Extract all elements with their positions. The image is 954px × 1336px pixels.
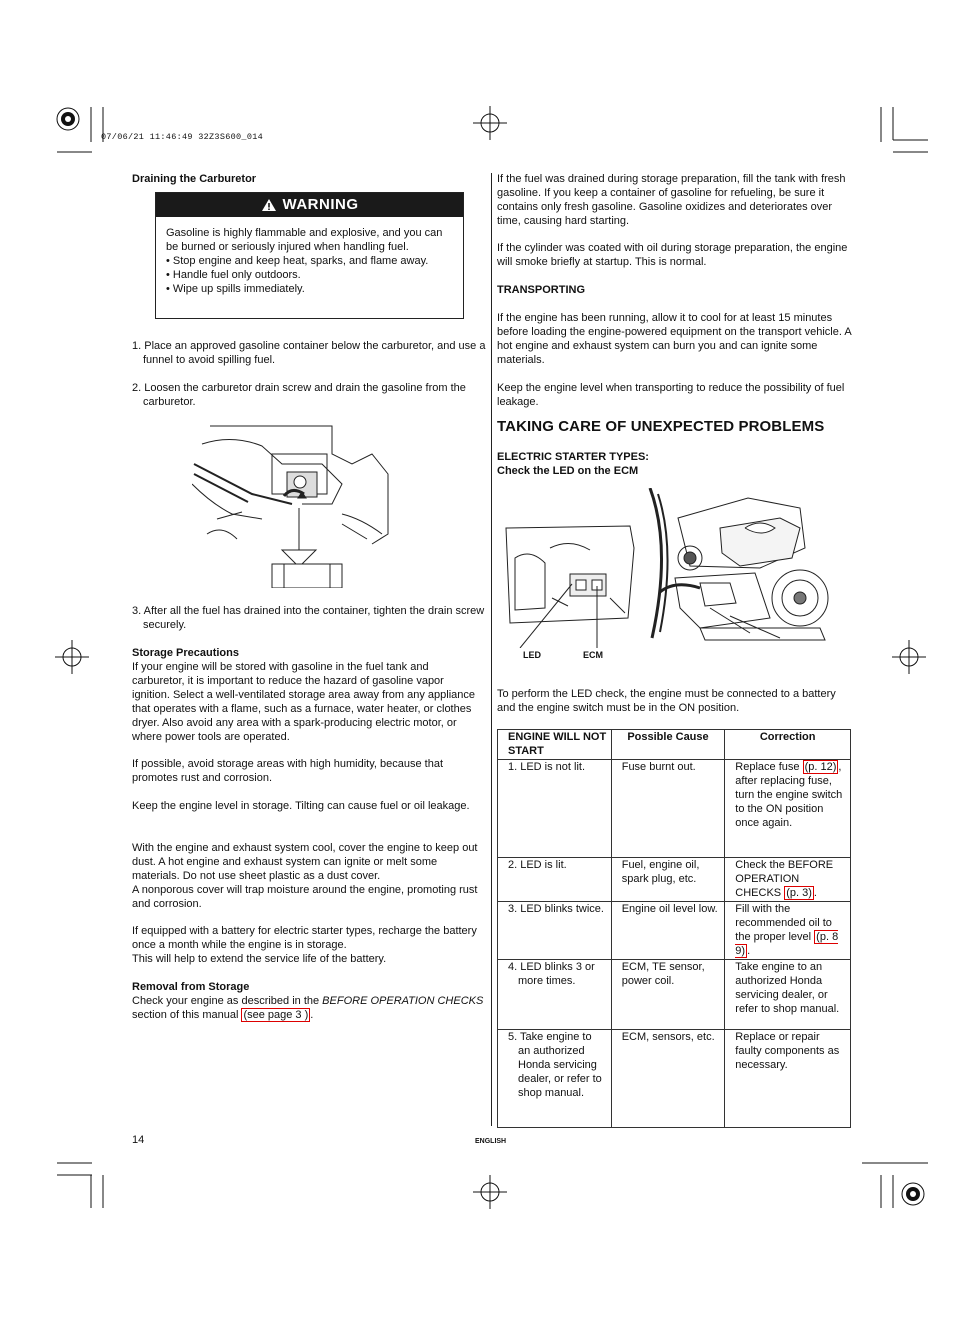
table-row	[498, 960, 851, 1030]
refill-para: If the fuel was drained during storage preparation, fill the tank with fresh gasoline. If you keep a container of gasoline for refueling, be sure it contains only fresh gasoline. Gasoline oxidizes and deteriorates over time, causing hard starting.	[497, 173, 846, 227]
step-1: 1. Place an approved gasoline container below the carburetor, and use a funnel to avoid spilling fuel.	[132, 340, 486, 366]
cause-cell: Fuel, engine oil, spark plug, etc.	[611, 858, 725, 902]
transporting-para: If the engine has been running, allow it to cool for at least 15 minutes before loading the engine-powered equipment on the transport vehicle. A hot engine and exhaust system can burn you and can ignite some materials.	[497, 312, 852, 366]
transporting-heading: TRANSPORTING	[497, 284, 585, 296]
removal-italic: BEFORE OPERATION CHECKS	[322, 995, 484, 1007]
table-header-row	[498, 730, 851, 760]
correction-text: Fill with the recommended oil to the proper level	[735, 903, 832, 943]
led-intro: To perform the LED check, the engine must be connected to a battery and the engine switch must be in the ON position.	[497, 688, 836, 714]
symptom-cell: 5. Take engine to an authorized Honda servicing dealer, or refer to shop manual.	[508, 1031, 602, 1099]
symptom-cell: 3. LED blinks twice.	[508, 903, 604, 915]
cause-cell: ECM, sensors, etc.	[611, 1030, 725, 1128]
table-row	[498, 1030, 851, 1128]
warning-bullet: • Handle fuel only outdoors.	[166, 269, 301, 281]
correction-text: .	[813, 887, 817, 899]
print-header: 07/06/21 11:46:49 32Z3S600_014	[101, 132, 264, 142]
language-footer: ENGLISH	[475, 1138, 507, 1145]
cylinder-para: If the cylinder was coated with oil during storage preparation, the engine will smoke briefly at startup. This is normal.	[497, 242, 848, 268]
warning-title: WARNING	[282, 196, 359, 213]
correction-cell	[725, 858, 851, 902]
removal-para	[132, 994, 484, 1022]
led-label: LED	[523, 650, 541, 660]
correction-text: Replace fuse	[735, 761, 800, 773]
removal-text: Check your engine as described in the	[132, 995, 323, 1007]
page-12-link[interactable]: (p. 12)	[804, 761, 837, 773]
page-3-link[interactable]: (p. 3)	[786, 887, 812, 899]
warning-bullet: • Stop engine and keep heat, sparks, and flame away.	[166, 255, 429, 267]
column-divider	[491, 173, 492, 1126]
starter-heading: ELECTRIC STARTER TYPES:	[497, 451, 649, 463]
page-8-9-link[interactable]: (p. 8 9)	[735, 931, 839, 957]
warning-text: Gasoline is highly flammable and explosive, and you can be burned or seriously injured when handling fuel.	[166, 227, 443, 253]
storage-para: If your engine will be stored with gasoline in the fuel tank and carburetor, it is important to reduce the hazard of gasoline vapor ignition. Select a well-ventilated storage area away from any appliance that operates with a flame, such as a furnace, water heater, or clothes dryer. Also avoid any area with a spark-producing electric motor, or where power tools are operated.	[132, 661, 476, 743]
storage-para: If equipped with a battery for electric starter types, recharge the battery once a month while the engine is in storage.	[132, 925, 477, 951]
storage-para: Keep the engine level in storage. Tilting can cause fuel or oil leakage.	[132, 800, 470, 812]
step-2: 2. Loosen the carburetor drain screw and drain the gasoline from the carburetor.	[132, 382, 466, 408]
see-page-3-link[interactable]: (see page 3 )	[243, 1009, 309, 1021]
table-row	[498, 858, 851, 902]
ecm-label: ECM	[583, 650, 603, 660]
led-check-heading: Check the LED on the ECM	[497, 465, 639, 477]
symptom-cell: 4. LED blinks 3 or more times.	[508, 961, 595, 987]
correction-text: .	[747, 945, 751, 957]
removal-heading: Removal from Storage	[132, 981, 250, 993]
storage-para: This will help to extend the service life of the battery.	[132, 953, 387, 965]
removal-text: section of this manual	[132, 1009, 242, 1021]
correction-cell: Take engine to an authorized Honda servicing dealer, or refer to shop manual.	[725, 960, 851, 1030]
symptom-cell: 2. LED is lit.	[508, 859, 567, 871]
correction-cell: Replace or repair faulty components as necessary.	[725, 1030, 851, 1128]
storage-para: With the engine and exhaust system cool, cover the engine to keep out dust. A hot engine and exhaust system can ignite or melt some materials. Do not use sheet plastic as a dust cover.	[132, 842, 478, 882]
carburetor-drain-illustration	[192, 424, 392, 588]
correction-text: , after replacing fuse, turn the engine switch to the ON position once again.	[735, 761, 843, 829]
storage-heading: Storage Precautions	[132, 647, 239, 659]
table-row	[498, 760, 851, 858]
draining-heading: Draining the Carburetor	[132, 173, 257, 185]
cause-cell: ECM, TE sensor, power coil.	[611, 960, 725, 1030]
cause-cell: Fuse burnt out.	[611, 760, 725, 858]
column-header: Possible Cause	[611, 730, 725, 760]
step-3: 3. After all the fuel has drained into the container, tighten the drain screw securely.	[132, 605, 485, 631]
correction-cell	[725, 760, 851, 858]
troubleshooting-table	[497, 729, 851, 1128]
storage-para: A nonporous cover will trap moisture around the engine, promoting rust and corrosion.	[132, 884, 478, 910]
warning-header	[156, 193, 463, 217]
page-number: 14	[132, 1134, 145, 1146]
transporting-para: Keep the engine level when transporting to reduce the possibility of fuel leakage.	[497, 382, 845, 408]
warning-triangle-icon	[261, 198, 277, 212]
problems-heading: TAKING CARE OF UNEXPECTED PROBLEMS	[497, 418, 825, 435]
storage-para: If possible, avoid storage areas with high humidity, because that promotes rust and corrosion.	[132, 758, 444, 784]
symptom-cell: 1. LED is not lit.	[508, 761, 586, 773]
correction-text: Check the BEFORE OPERATION CHECKS	[735, 859, 834, 899]
warning-bullet: • Wipe up spills immediately.	[166, 283, 305, 295]
correction-cell	[725, 902, 851, 960]
column-header: Correction	[725, 730, 851, 760]
removal-text: .	[310, 1009, 314, 1021]
table-row	[498, 902, 851, 960]
engine-ecm-illustration	[500, 488, 830, 648]
warning-box	[155, 192, 464, 319]
column-header: ENGINE WILL NOT START	[498, 730, 612, 760]
cause-cell: Engine oil level low.	[611, 902, 725, 960]
